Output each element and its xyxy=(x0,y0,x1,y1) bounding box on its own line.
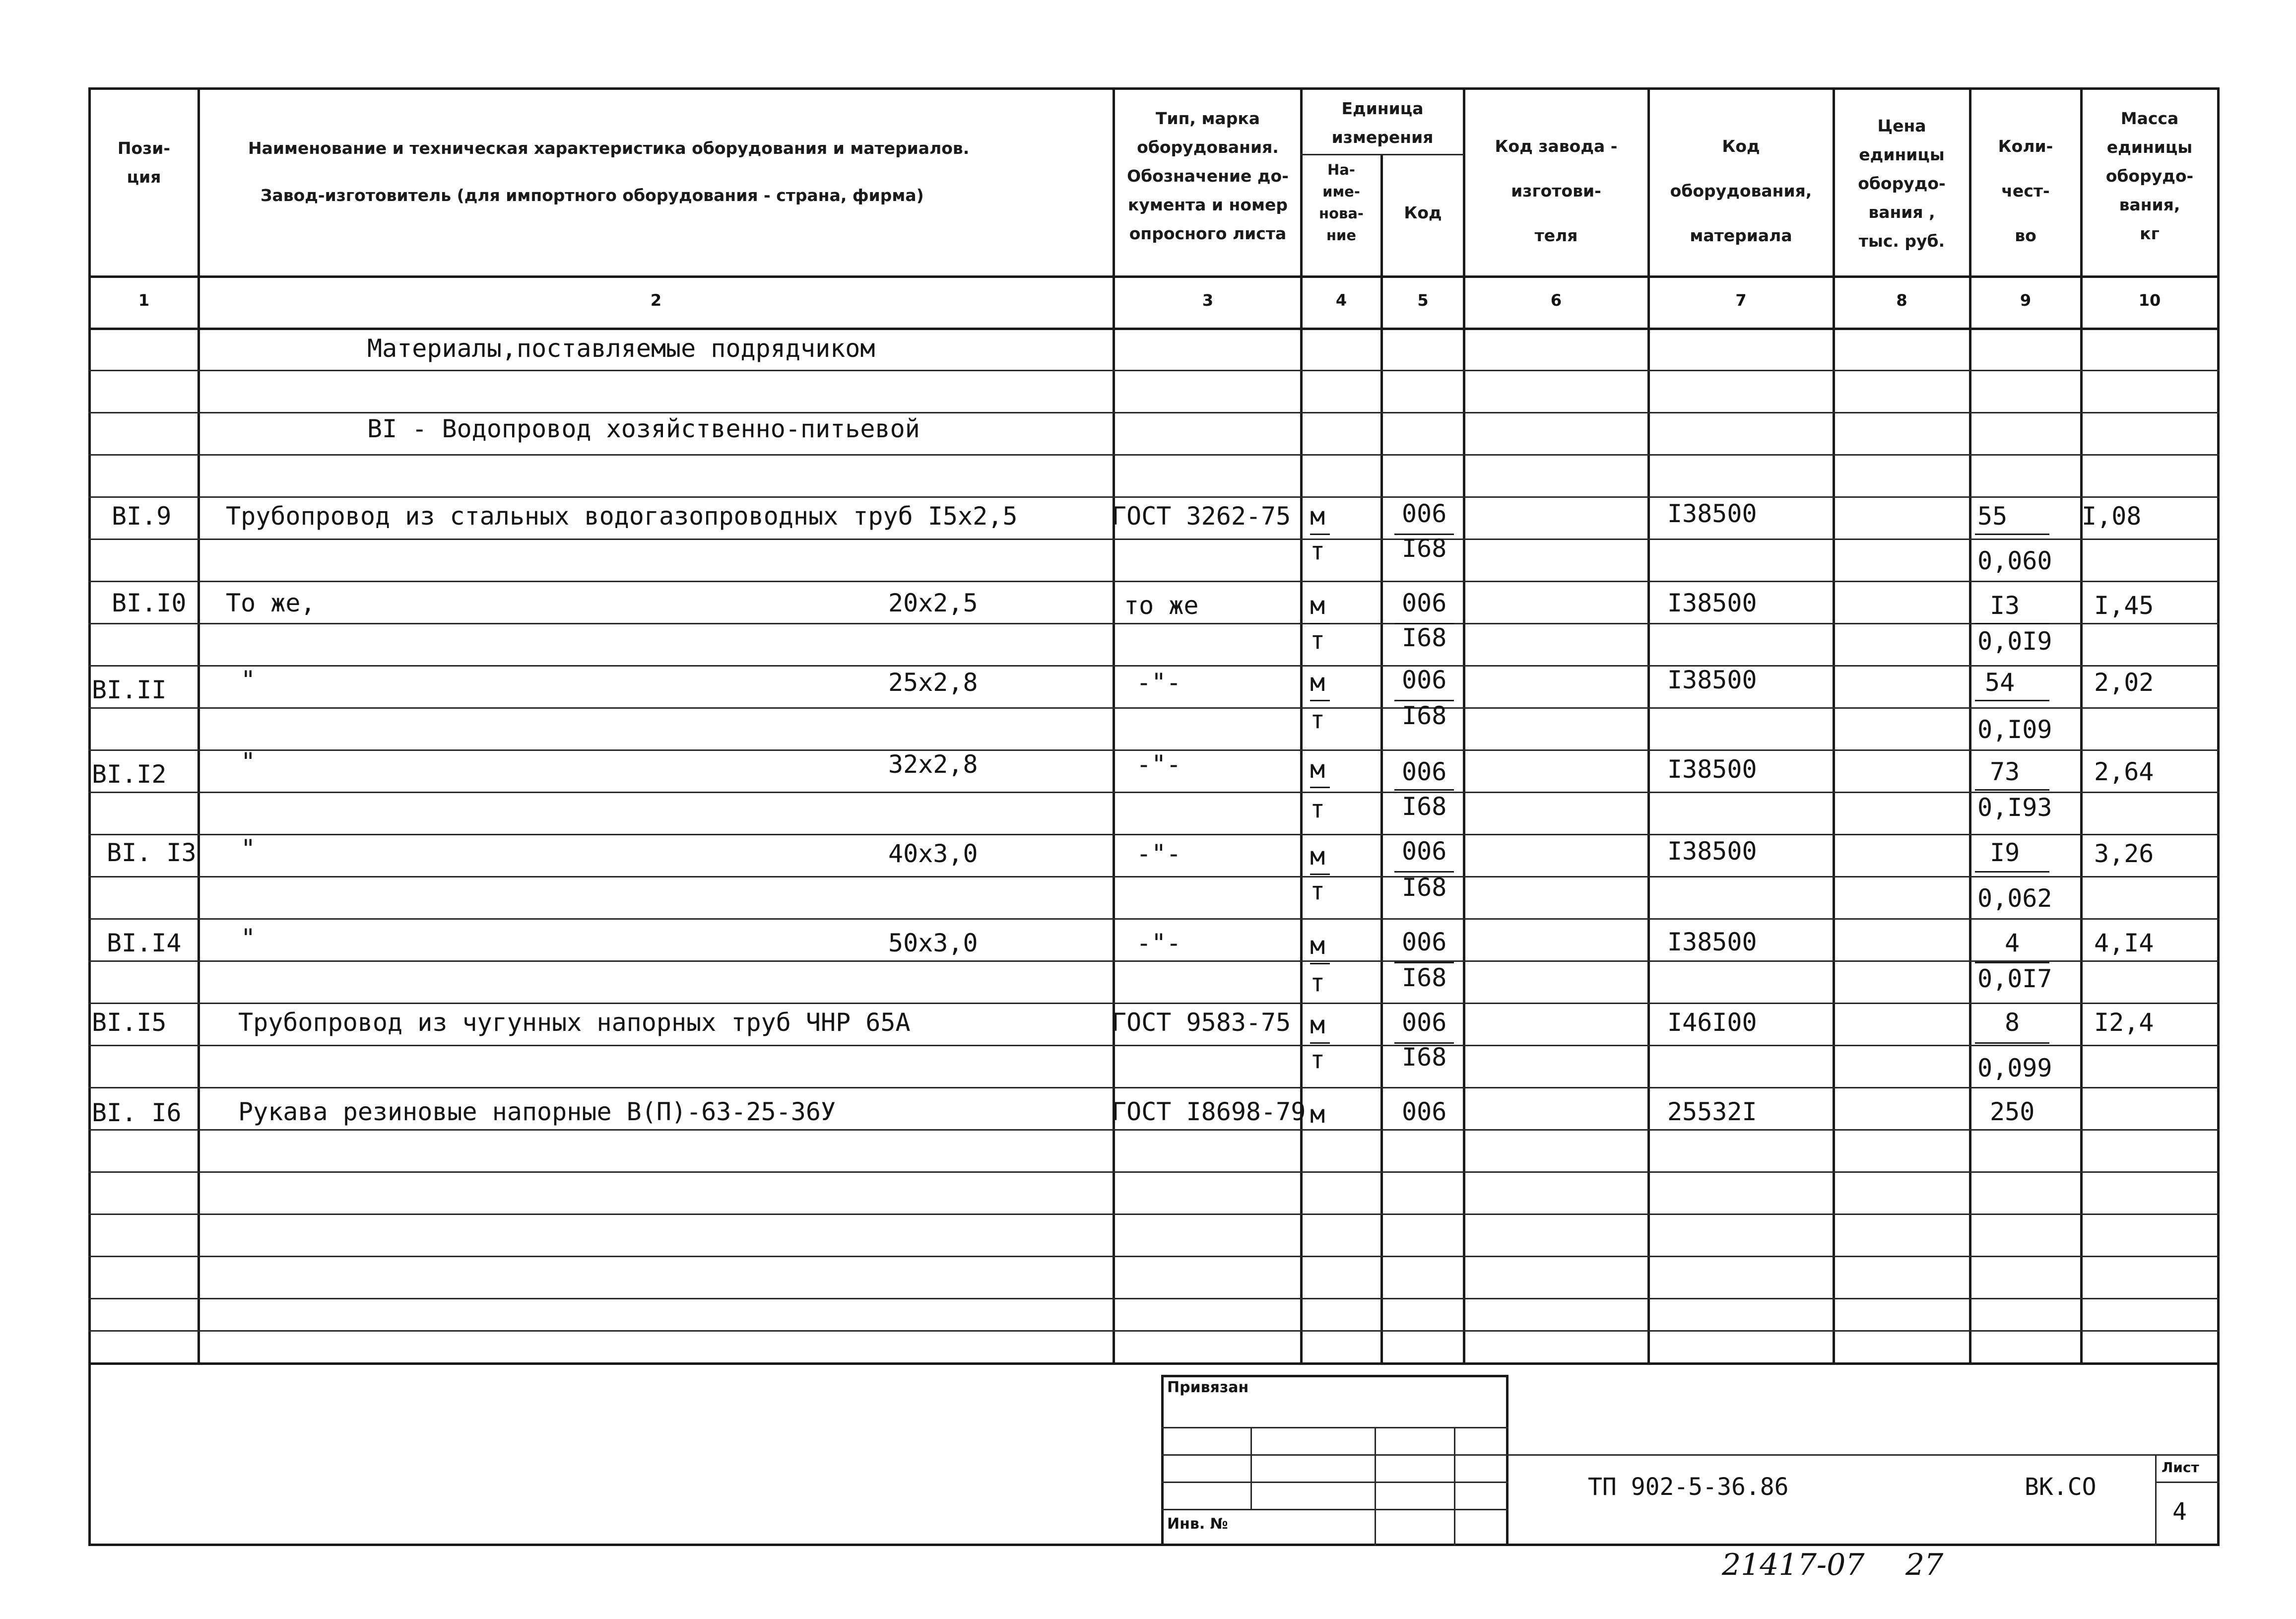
row-unit-code: 006 xyxy=(1402,1097,1447,1126)
underline xyxy=(1975,534,2049,535)
stamp-line xyxy=(1161,1375,1164,1546)
row-unit: м xyxy=(1310,755,1325,784)
row-name: Рукава резиновые напорные В(П)-63-25-36У xyxy=(238,1097,836,1126)
row-unit-code: 006 xyxy=(1402,666,1447,694)
underline xyxy=(1975,962,2049,963)
row-position: BI.I0 xyxy=(112,589,187,617)
underline xyxy=(1310,534,1330,535)
row-quantity: 55 xyxy=(1977,502,2008,531)
row-size: 20x2,5 xyxy=(888,589,978,617)
row-quantity: 4 xyxy=(2005,929,2020,957)
row-quantity: 54 xyxy=(1985,668,2015,697)
header-position: Пози- ция xyxy=(117,138,171,187)
row-unit: м xyxy=(1310,842,1325,871)
row-mass: I2,4 xyxy=(2094,1008,2154,1037)
row-quantity: 250 xyxy=(1990,1097,2035,1126)
row-unit-code: 006 xyxy=(1402,757,1447,786)
row-doc: ГОСТ 9583-75 xyxy=(1112,1008,1291,1037)
header-unit-code: Код xyxy=(1404,203,1442,222)
row-unit-code-2: I68 xyxy=(1402,1043,1447,1072)
unit-group-divider xyxy=(1300,154,1464,155)
row-unit-code: 006 xyxy=(1402,837,1447,866)
underline xyxy=(1310,787,1330,788)
row-name: То же, xyxy=(226,589,316,617)
row-line xyxy=(88,454,2220,456)
header-name-line2: Завод-изготовитель (для импортного оборудования - страна, фирма) xyxy=(261,186,924,205)
col-line-8 xyxy=(1969,87,1971,1365)
row-material-code: I46I00 xyxy=(1667,1008,1757,1037)
row-unit: м xyxy=(1310,931,1325,960)
frame-bottom xyxy=(88,1544,2220,1546)
row-doc: ГОСТ I8698-79 xyxy=(1112,1097,1306,1126)
row-unit-code: 006 xyxy=(1402,499,1447,528)
row-material-code: I38500 xyxy=(1667,589,1757,617)
row-size: 32x2,8 xyxy=(888,750,978,779)
underline xyxy=(1310,623,1330,624)
column-number: 3 xyxy=(1202,291,1214,310)
sheet-number: 4 xyxy=(2172,1498,2187,1526)
header-factory-code: Код завода - изготови- теля xyxy=(1495,136,1618,245)
row-line xyxy=(88,665,2220,667)
col-line-1 xyxy=(197,87,200,1365)
underline xyxy=(1975,1042,2049,1044)
row-material-code: I38500 xyxy=(1667,499,1757,528)
column-number: 4 xyxy=(1335,291,1347,310)
row-material-code: I38500 xyxy=(1667,837,1757,866)
column-number: 2 xyxy=(650,291,662,310)
row-unit-2: т xyxy=(1310,968,1325,997)
col-line-2 xyxy=(1113,87,1115,1365)
column-number: 10 xyxy=(2138,291,2161,310)
underline xyxy=(1394,789,1454,791)
row-quantity-2: 0,0I7 xyxy=(1977,964,2052,993)
column-number: 6 xyxy=(1550,291,1562,310)
underline xyxy=(1975,623,2049,624)
row-size: 50x3,0 xyxy=(888,929,978,957)
underline xyxy=(1310,1042,1330,1044)
row-unit-code: 006 xyxy=(1402,928,1447,956)
row-line xyxy=(88,412,2220,413)
row-quantity-2: 0,I93 xyxy=(1977,793,2052,822)
row-unit-2: т xyxy=(1310,705,1325,734)
column-number: 7 xyxy=(1735,291,1747,310)
row-mass: 3,26 xyxy=(2094,839,2154,868)
header-quantity: Коли- чест- во xyxy=(1998,136,2053,245)
row-mass: I,08 xyxy=(2082,502,2142,531)
doc-code: ТП 902-5-36.86 xyxy=(1588,1473,1789,1501)
row-line xyxy=(88,834,2220,835)
row-line xyxy=(88,1330,2220,1332)
row-position: BI.9 xyxy=(112,502,172,531)
stamp-line xyxy=(1161,1375,1509,1377)
row-unit-2: т xyxy=(1310,537,1325,565)
underline xyxy=(1310,700,1330,701)
stamp-inv-no: Инв. № xyxy=(1167,1515,1228,1533)
row-unit: м xyxy=(1310,668,1325,697)
stamp-privyazan: Привязан xyxy=(1167,1379,1249,1396)
numbers-bottom-line xyxy=(88,328,2220,330)
col-line-7 xyxy=(1833,87,1835,1365)
row-line xyxy=(88,707,2220,709)
row-name: " xyxy=(241,747,256,776)
column-number: 9 xyxy=(2020,291,2032,310)
row-quantity: 8 xyxy=(2005,1008,2020,1037)
stamp-line xyxy=(1161,1454,2220,1456)
row-line xyxy=(88,1298,2220,1299)
row-unit-code: 006 xyxy=(1402,589,1447,617)
underline xyxy=(1310,963,1330,964)
row-doc: ГОСТ 3262-75 xyxy=(1112,502,1291,531)
row-mass: 2,02 xyxy=(2094,668,2154,697)
underline xyxy=(1975,789,2049,791)
row-unit-2: т xyxy=(1310,1045,1325,1074)
handwritten-inventory-number: 21417-07 xyxy=(1722,1548,1865,1582)
row-position: BI.II xyxy=(92,675,167,704)
row-line xyxy=(88,581,2220,582)
row-line xyxy=(88,1214,2220,1215)
row-unit-code-2: I68 xyxy=(1402,963,1447,992)
row-doc: -"- xyxy=(1136,750,1181,779)
row-position: BI.I5 xyxy=(92,1008,167,1037)
row-quantity-2: 0,060 xyxy=(1977,546,2052,575)
row-line xyxy=(88,1129,2220,1131)
section-title-system: BI - Водопровод хозяйственно-питьевой xyxy=(367,414,920,443)
col-line-6 xyxy=(1647,87,1650,1365)
row-unit-2: т xyxy=(1310,626,1325,655)
row-line xyxy=(88,623,2220,624)
stamp-line xyxy=(1250,1427,1252,1509)
row-line xyxy=(88,539,2220,540)
row-line xyxy=(88,370,2220,371)
stamp-line xyxy=(2155,1482,2220,1483)
row-line xyxy=(88,1171,2220,1173)
stamp-line xyxy=(1161,1509,1509,1510)
table-bottom-line xyxy=(88,1362,2220,1365)
row-mass: 4,I4 xyxy=(2094,929,2154,957)
row-material-code: I38500 xyxy=(1667,755,1757,784)
row-name: " xyxy=(241,834,256,863)
row-name: " xyxy=(241,924,256,952)
column-number: 8 xyxy=(1896,291,1907,310)
row-unit: м xyxy=(1310,1011,1325,1039)
row-unit: м xyxy=(1310,591,1325,620)
column-number: 1 xyxy=(138,291,150,310)
stamp-line xyxy=(2155,1454,2157,1546)
header-bottom-line xyxy=(88,275,2220,278)
header-unit-name: На- име- нова- ние xyxy=(1319,161,1364,244)
row-unit-code-2: I68 xyxy=(1402,623,1447,652)
row-quantity: I9 xyxy=(1990,838,2020,867)
row-unit-code-2: I68 xyxy=(1402,873,1447,902)
col-line-3 xyxy=(1300,87,1303,1365)
row-unit-code-2: I68 xyxy=(1402,701,1447,730)
row-mass: I,45 xyxy=(2094,591,2154,620)
row-unit-code-2: I68 xyxy=(1402,534,1447,563)
row-unit-code-2: I68 xyxy=(1402,792,1447,821)
row-line xyxy=(88,1045,2220,1046)
row-material-code: I38500 xyxy=(1667,928,1757,956)
row-unit-2: т xyxy=(1310,877,1325,905)
sheet-label: Лист xyxy=(2162,1459,2199,1476)
row-line xyxy=(88,1087,2220,1088)
header-mass: Масса единицы оборудо- вания, кг xyxy=(2105,109,2194,243)
row-line xyxy=(88,496,2220,498)
stamp-line xyxy=(1161,1427,1509,1428)
row-name: " xyxy=(241,666,256,694)
underline xyxy=(1975,700,2049,701)
row-material-code: I38500 xyxy=(1667,666,1757,694)
col-line-5 xyxy=(1463,87,1465,1365)
row-line xyxy=(88,1003,2220,1004)
row-mass: 2,64 xyxy=(2094,757,2154,786)
section-title-materials: Материалы,поставляемые подрядчиком xyxy=(367,334,875,363)
row-doc: -"- xyxy=(1136,929,1181,957)
row-position: BI. I3 xyxy=(107,838,197,867)
row-position: BI.I2 xyxy=(92,760,167,789)
row-quantity-2: 0,0I9 xyxy=(1977,627,2052,656)
row-quantity-2: 0,I09 xyxy=(1977,715,2052,744)
col-line-4 xyxy=(1380,154,1383,1365)
handwritten-page-number: 27 xyxy=(1905,1548,1944,1582)
row-position: BI. I6 xyxy=(92,1098,182,1127)
row-line xyxy=(88,876,2220,877)
row-size: 25x2,8 xyxy=(888,668,978,697)
header-unit-group: Единица измерения xyxy=(1331,99,1434,147)
row-material-code: 25532I xyxy=(1667,1097,1757,1126)
row-line xyxy=(88,1256,2220,1257)
header-price: Цена единицы оборудо- вания , тыс. руб. xyxy=(1858,116,1946,251)
stamp-line xyxy=(1375,1427,1376,1546)
stamp-line xyxy=(1161,1482,1509,1483)
row-quantity-2: 0,062 xyxy=(1977,884,2052,913)
header-type-doc: Тип, марка оборудования. Обозначение до- кумента и номер опросного листа xyxy=(1127,109,1289,243)
row-doc: -"- xyxy=(1136,668,1181,697)
column-number: 5 xyxy=(1417,291,1429,310)
row-line xyxy=(88,918,2220,920)
doc-mark: ВК.СО xyxy=(2025,1473,2097,1501)
row-unit-2: т xyxy=(1310,795,1325,823)
row-position: BI.I4 xyxy=(107,929,182,957)
stamp-line xyxy=(1506,1375,1509,1546)
header-name-line1: Наименование и техническая характеристика оборудования и материалов. xyxy=(248,138,970,158)
row-quantity: I3 xyxy=(1990,591,2020,620)
row-name: Трубопровод из чугунных напорных труб ЧНР 65А xyxy=(238,1008,911,1037)
row-name: Трубопровод из стальных водогазопроводных труб I5x2,5 xyxy=(226,502,1018,531)
row-unit-code: 006 xyxy=(1402,1008,1447,1037)
underline xyxy=(1975,871,2049,873)
header-material-code: Код оборудования, материала xyxy=(1670,136,1812,245)
frame-top xyxy=(88,87,2220,90)
row-doc: то же xyxy=(1124,591,1199,620)
col-line-9 xyxy=(2080,87,2083,1365)
row-quantity-2: 0,099 xyxy=(1977,1054,2052,1082)
row-quantity: 73 xyxy=(1990,757,2020,786)
row-line xyxy=(88,792,2220,793)
stamp-line xyxy=(1454,1427,1455,1546)
row-size: 40x3,0 xyxy=(888,839,978,868)
row-unit: м xyxy=(1310,1100,1325,1129)
underline xyxy=(1310,874,1330,875)
row-doc: -"- xyxy=(1136,839,1181,868)
row-unit: м xyxy=(1310,502,1325,531)
row-line xyxy=(88,960,2220,962)
